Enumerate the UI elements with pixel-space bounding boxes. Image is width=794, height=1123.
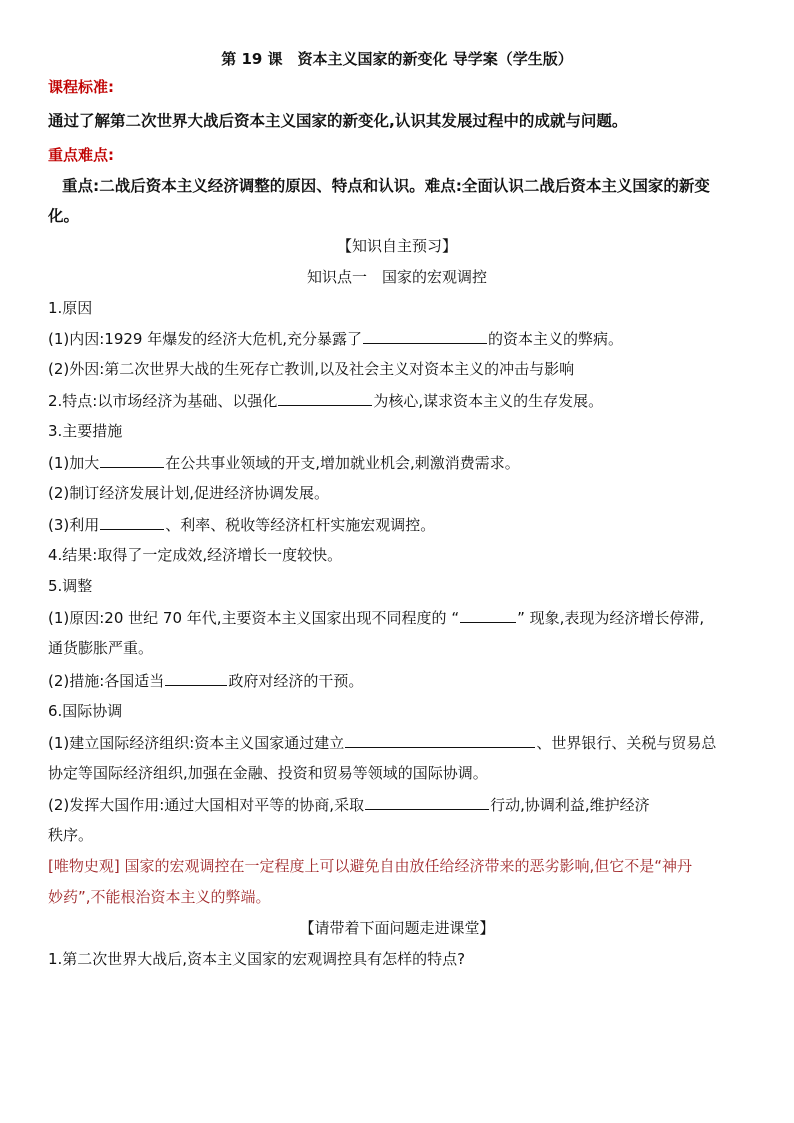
item-6-1-text-a: (1)建立国际经济组织:资本主义国家通过建立 — [48, 734, 345, 752]
materialism-note-line-1: [唯物史观] 国家的宏观调控在一定程度上可以避免自由放任给经济带来的恶劣影响,但它不是“神丹 — [48, 857, 693, 875]
item-5-1-text-b: ” 现象,表现为经济增长停滞, — [517, 609, 705, 627]
section-1-heading: 1.原因 — [48, 299, 93, 317]
item-3-3-text-b: 、利率、税收等经济杠杆实施宏观调控。 — [165, 516, 436, 534]
item-5-1-text-a: (1)原因:20 世纪 70 年代,主要资本主义国家出现不同程度的 “ — [48, 609, 460, 627]
knowledge-heading: 知识点一 国家的宏观调控 — [306, 268, 487, 286]
item-3-3 — [48, 514, 435, 535]
materialism-note-line-2: 妙药”,不能根治资本主义的弊端。 — [48, 888, 271, 906]
section-5-heading: 5.调整 — [48, 577, 93, 595]
item-5-2 — [48, 670, 363, 691]
fill-blank[interactable] — [278, 390, 372, 406]
question-1: 1.第二次世界大战后,资本主义国家的宏观调控具有怎样的特点? — [48, 950, 466, 968]
item-3-1 — [48, 452, 520, 473]
item-6-1-text-b: 、世界银行、关税与贸易总 — [536, 734, 717, 752]
item-5-2-text-b: 政府对经济的干预。 — [228, 672, 364, 690]
standard-heading: 课程标准: — [48, 78, 114, 96]
preview-heading: 【知识自主预习】 — [336, 237, 457, 255]
item-5-1-cont: 通货膨胀严重。 — [48, 639, 154, 657]
keypoint-line-1: 重点:二战后资本主义经济调整的原因、特点和认识。难点:全面认识二战后资本主义国家的新变 — [62, 177, 710, 195]
item-6-2-cont: 秩序。 — [48, 826, 94, 844]
item-2-text-b: 为核心,谋求资本主义的生存发展。 — [373, 392, 604, 410]
fill-blank[interactable] — [363, 328, 487, 344]
item-3-1-text-b: 在公共事业领域的开支,增加就业机会,刺激消费需求。 — [165, 454, 520, 472]
fill-blank[interactable] — [345, 732, 535, 748]
item-6-2-text-a: (2)发挥大国作用:通过大国相对平等的协商,采取 — [48, 796, 365, 814]
fill-blank[interactable] — [100, 514, 164, 530]
fill-blank[interactable] — [100, 452, 164, 468]
item-5-2-text-a: (2)措施:各国适当 — [48, 672, 165, 690]
class-heading: 【请带着下面问题走进课堂】 — [299, 919, 495, 937]
item-5-1 — [48, 607, 704, 628]
keypoint-line-2: 化。 — [48, 207, 80, 225]
fill-blank[interactable] — [365, 794, 489, 810]
section-6-heading: 6.国际协调 — [48, 702, 123, 720]
item-3-2: (2)制订经济发展计划,促进经济协调发展。 — [48, 484, 330, 502]
item-6-1 — [48, 732, 716, 753]
item-2 — [48, 390, 603, 411]
fill-blank[interactable] — [460, 607, 516, 623]
item-6-1-cont: 协定等国际经济组织,加强在金融、投资和贸易等领域的国际协调。 — [48, 764, 488, 782]
item-6-2 — [48, 794, 650, 815]
page-title: 第 19 课 资本主义国家的新变化 导学案（学生版） — [221, 50, 573, 68]
item-1-2: (2)外因:第二次世界大战的生死存亡教训,以及社会主义对资本主义的冲击与影响 — [48, 360, 575, 378]
item-1-1-text-a: (1)内因:1929 年爆发的经济大危机,充分暴露了 — [48, 330, 363, 348]
section-3-heading: 3.主要措施 — [48, 422, 123, 440]
item-1-1 — [48, 328, 623, 349]
item-2-text-a: 2.特点:以市场经济为基础、以强化 — [48, 392, 278, 410]
item-4: 4.结果:取得了一定成效,经济增长一度较快。 — [48, 546, 343, 564]
item-6-2-text-b: 行动,协调利益,维护经济 — [490, 796, 650, 814]
fill-blank[interactable] — [165, 670, 227, 686]
keypoint-heading: 重点难点: — [48, 146, 114, 164]
item-1-1-text-b: 的资本主义的弊病。 — [488, 330, 624, 348]
standard-text: 通过了解第二次世界大战后资本主义国家的新变化,认识其发展过程中的成就与问题。 — [48, 112, 628, 130]
item-3-3-text-a: (3)利用 — [48, 516, 100, 534]
item-3-1-text-a: (1)加大 — [48, 454, 100, 472]
